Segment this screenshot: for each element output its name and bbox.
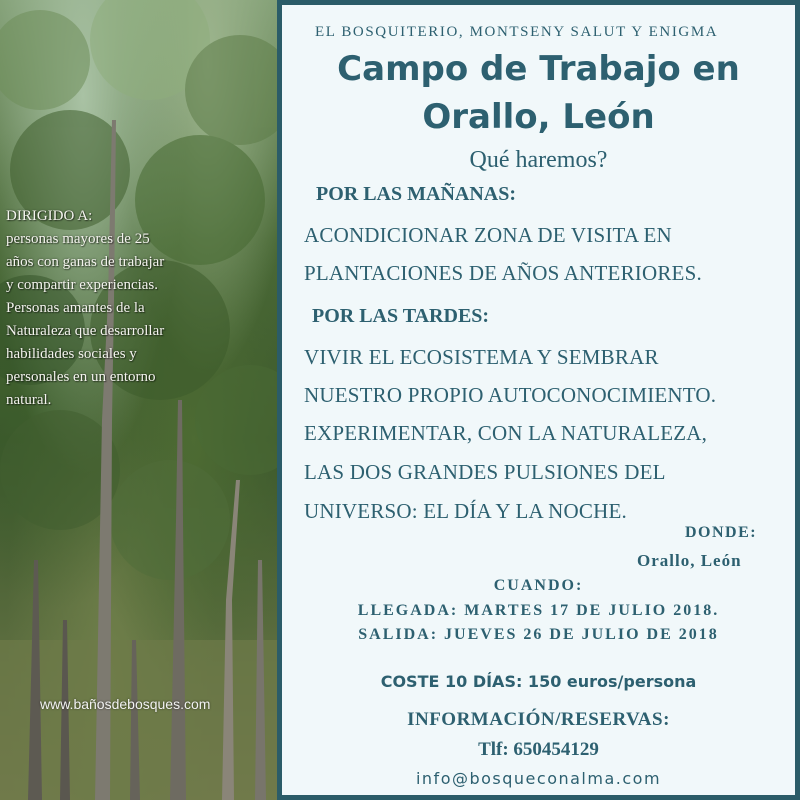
afternoons-line: LAS DOS GRANDES PULSIONES DEL: [304, 460, 666, 484]
mornings-line: PLANTACIONES DE AÑOS ANTERIORES.: [304, 261, 702, 285]
arrival-date: LLEGADA: MARTES 17 DE JULIO 2018.: [357, 602, 720, 619]
email-address: info@bosqueconalma.com: [415, 769, 662, 788]
phone-number: Tlf: 650454129: [478, 739, 599, 760]
info-panel-border: [277, 0, 800, 800]
title-line-2: Orallo, León: [422, 97, 655, 137]
title-line-1: Campo de Trabajo en: [337, 49, 740, 89]
afternoons-line: UNIVERSO: EL DÍA Y LA NOCHE.: [304, 499, 627, 523]
where-value: Orallo, León: [637, 551, 742, 570]
when-heading: CUANDO:: [493, 577, 584, 594]
organizers: EL BOSQUITERIO, MONTSENY SALUT Y ENIGMA: [315, 24, 719, 40]
afternoons-line: NUESTRO PROPIO AUTOCONOCIMIENTO.: [304, 383, 717, 407]
audience-line: años con ganas de trabajar: [6, 254, 165, 270]
departure-date: SALIDA: JUEVES 26 DE JULIO DE 2018: [358, 626, 719, 643]
where-heading: DONDE:: [685, 524, 758, 541]
mornings-line: ACONDICIONAR ZONA DE VISITA EN: [304, 223, 672, 247]
page-title: [282, 45, 795, 141]
mornings-heading: POR LAS MAÑANAS:: [316, 183, 516, 205]
audience-line: personas mayores de 25: [6, 231, 150, 247]
audience-line: natural.: [6, 392, 52, 408]
audience-line: y compartir experiencias.: [6, 277, 159, 293]
activities-question: Qué haremos?: [469, 147, 608, 173]
audience-line: Personas amantes de la: [6, 300, 145, 316]
info-panel: [282, 5, 795, 795]
cost: COSTE 10 DÍAS: 150 euros/persona: [380, 672, 697, 691]
website-watermark: www.bañosdebosques.com: [40, 696, 211, 712]
audience-line: DIRIGIDO A:: [6, 208, 93, 224]
audience-line: personales en un entorno: [6, 369, 156, 385]
info-heading: INFORMACIÓN/RESERVAS:: [407, 709, 670, 730]
afternoons-heading: POR LAS TARDES:: [312, 305, 490, 327]
forest-photo: [0, 0, 277, 800]
afternoons-line: EXPERIMENTAR, CON LA NATURALEZA,: [304, 421, 708, 445]
afternoons-line: VIVIR EL ECOSISTEMA Y SEMBRAR: [304, 345, 659, 369]
audience-line: habilidades sociales y: [6, 346, 137, 362]
audience-line: Naturaleza que desarrollar: [6, 323, 165, 339]
audience-description: [6, 205, 274, 412]
